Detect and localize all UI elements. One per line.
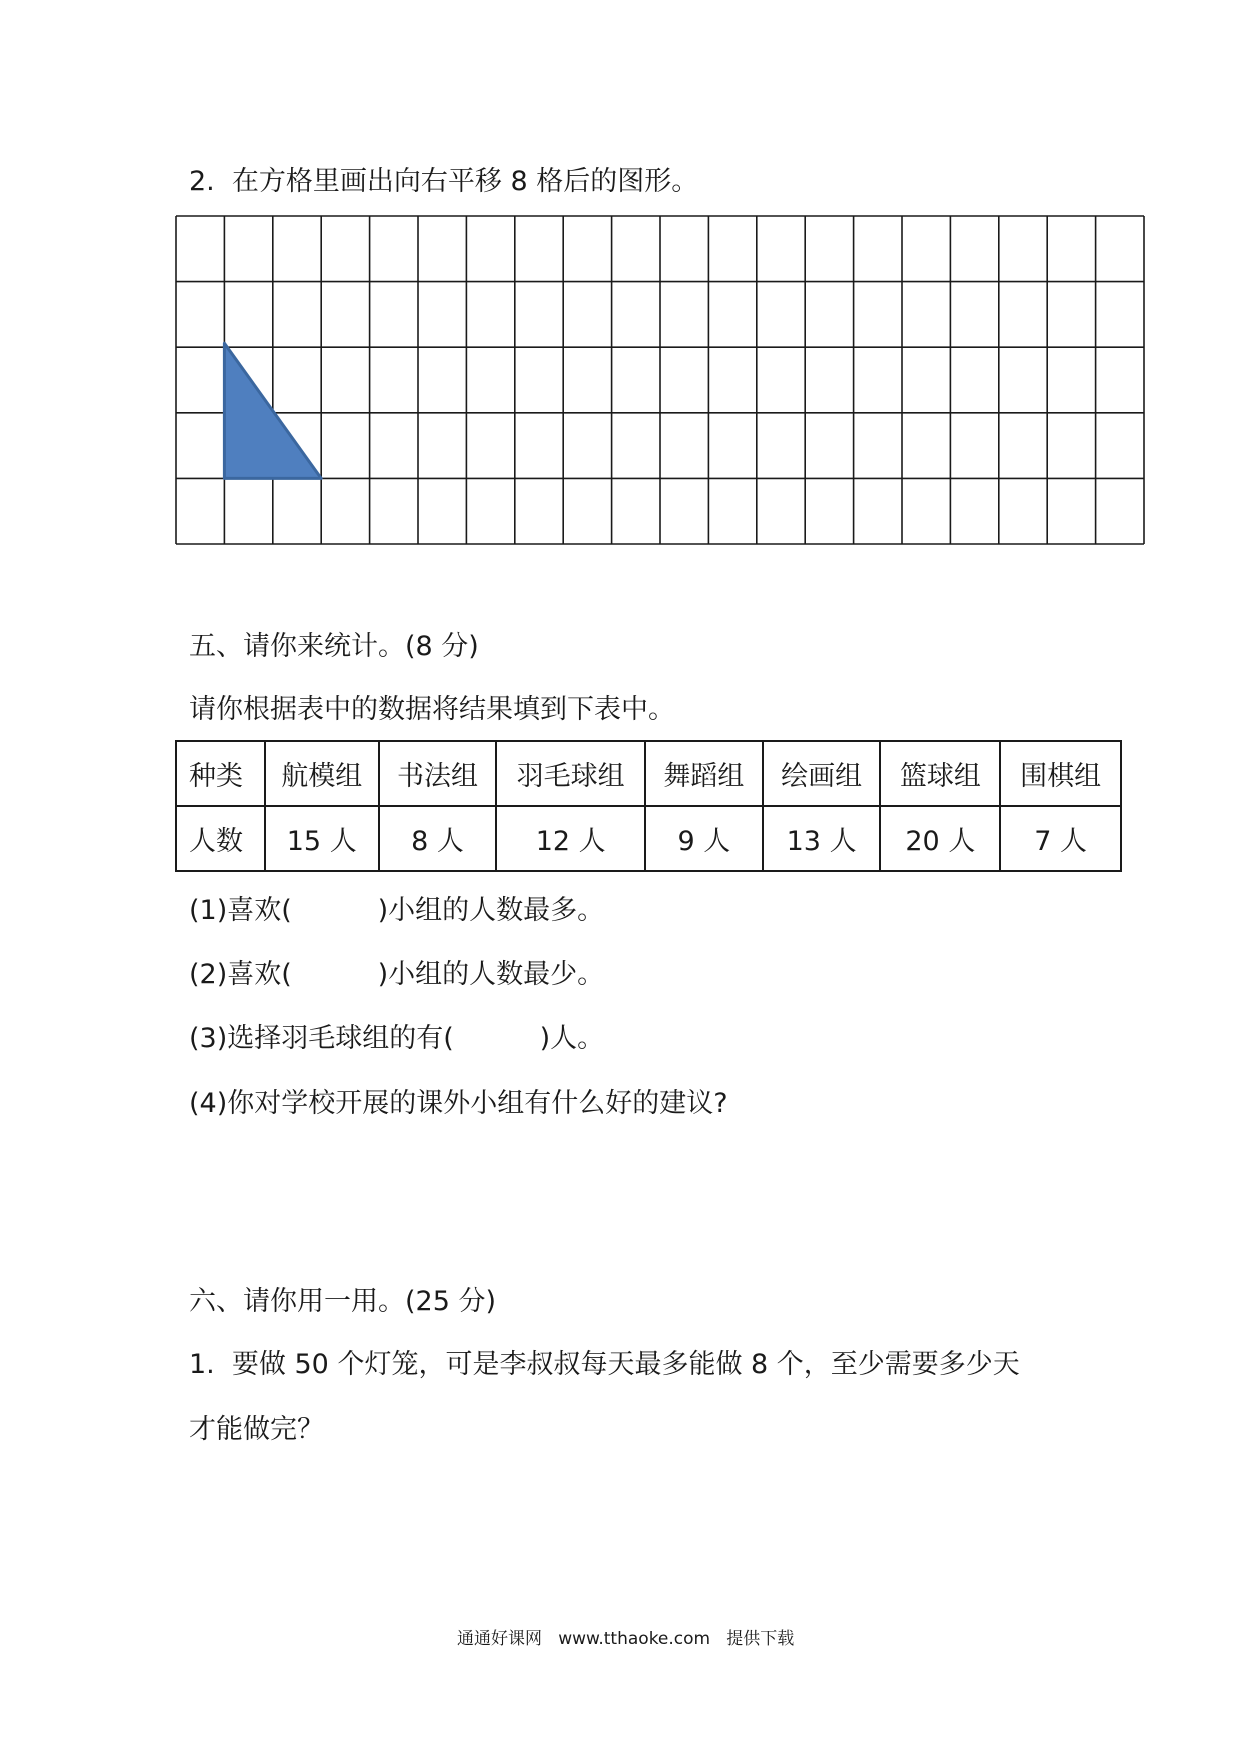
section-5-question-4: (4)你对学校开展的课外小组有什么好的建议? bbox=[189, 1088, 728, 1119]
table-row-category bbox=[176, 741, 1121, 806]
table-row-count bbox=[176, 806, 1121, 871]
table-cell-group: 舞蹈组 bbox=[645, 741, 763, 806]
section-5-instruction: 请你根据表中的数据将结果填到下表中。 bbox=[189, 694, 675, 725]
table-cell-group: 绘画组 bbox=[763, 741, 881, 806]
row-label-category: 种类 bbox=[176, 741, 265, 806]
table-cell-count: 9 人 bbox=[645, 806, 763, 871]
translation-grid bbox=[175, 215, 1145, 547]
table-cell-group: 篮球组 bbox=[880, 741, 1000, 806]
table-cell-group: 围棋组 bbox=[1000, 741, 1121, 806]
table-cell-count: 15 人 bbox=[265, 806, 379, 871]
section-6-problem-1-line-1: 1. 要做 50 个灯笼，可是李叔叔每天最多能做 8 个，至少需要多少天 bbox=[189, 1349, 1020, 1380]
table-cell-count: 7 人 bbox=[1000, 806, 1121, 871]
table-cell-count: 8 人 bbox=[379, 806, 497, 871]
section-6-title: 六、请你用一用。(25 分) bbox=[189, 1286, 497, 1317]
section-5-title: 五、请你来统计。(8 分) bbox=[189, 631, 479, 662]
footer-text: 通通好课网 www.tthaoke.com 提供下载 bbox=[457, 1629, 795, 1649]
table-cell-count: 13 人 bbox=[763, 806, 881, 871]
table-cell-count: 12 人 bbox=[496, 806, 645, 871]
section-5-question-2: (2)喜欢( )小组的人数最少。 bbox=[189, 959, 605, 990]
section-6-problem-1-line-2: 才能做完？ bbox=[189, 1414, 324, 1445]
table-cell-group: 航模组 bbox=[265, 741, 379, 806]
row-label-count: 人数 bbox=[176, 806, 265, 871]
table-cell-group: 书法组 bbox=[379, 741, 497, 806]
table-cell-count: 20 人 bbox=[880, 806, 1000, 871]
question-2-text: 2. 在方格里画出向右平移 8 格后的图形。 bbox=[189, 166, 699, 197]
table-cell-group: 羽毛球组 bbox=[496, 741, 645, 806]
statistics-table bbox=[175, 740, 1122, 872]
section-5-question-3: (3)选择羽毛球组的有( )人。 bbox=[189, 1023, 605, 1054]
section-5-question-1: (1)喜欢( )小组的人数最多。 bbox=[189, 895, 605, 926]
